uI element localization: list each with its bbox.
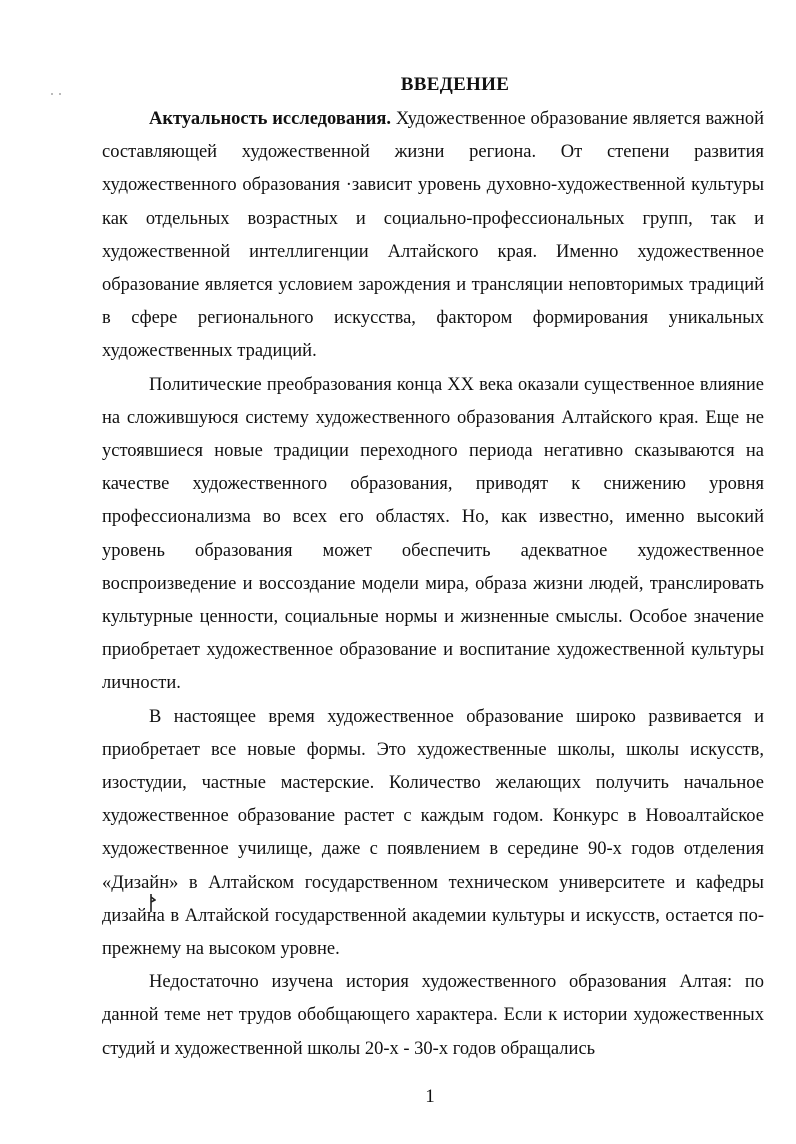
heading-text: ВВЕДЕНИЕ: [400, 74, 510, 95]
page-number: [0, 1086, 796, 1108]
page-title: [0, 74, 796, 96]
paragraph-lead: Актуальность исследования.: [149, 109, 392, 129]
paragraph-current-state: В настоящее время художественное образование широко развивается и приобретает все новые формы. Это художественные школы, школы искусств, изостудии, частные мастерские. Количество желающих получить начальное художественное образование растет с каждым годом. Конкурс в Новоалтайское художественное училище, даже с появлением в середине 90-х годов отделения «Дизайн» в Алтайском государственном техническом университете и кафедры дизайна в Алтайской государственной академии культуры и искусств, остается по-прежнему на высоком уровне.: [102, 706, 764, 960]
paragraph-text: Художественное образование является важной составляющей художественной жизни региона. От степени развития художественного образования ·зависит уровень духовно-художественной культуры как отдельных возрастных и социально-профессиональных групп, так и художественной интеллигенции Алтайского края. Именно художественное образование является условием зарождения и трансляции неповторимых традиций в сфере регионального искусства, фактором формирования уникальных художественных традиций.: [102, 109, 764, 362]
scan-artifact-mark: [150, 893, 156, 913]
page-number-text: 1: [425, 1086, 435, 1107]
paragraph-political-changes: Политические преобразования конца XX века оказали существенное влияние на сложившуюся систему художественного образования Алтайского края. Еще не устоявшиеся новые традиции переходного периода негативно сказываются на качестве художественного образования, приводят к снижению уровня профессионализма во всех его областях. Но, как известно, именно высокий уровень образования может обеспечить адекватное художественное воспроизведение и воссоздание модели мира, образа жизни людей, транслировать культурные ценности, социальные нормы и жизненные смыслы. Особое значение приобретает художественное образование и воспитание художественной культуры личности.: [102, 374, 764, 694]
document-body: [102, 103, 764, 1066]
paragraph-insufficient-study: Недостаточно изучена история художественного образования Алтая: по данной теме нет трудов обобщающего характера. Если к истории художественных студий и художественной школы 20-х - 30-х годов обращались: [102, 972, 764, 1059]
paragraph-relevance: [102, 103, 764, 369]
